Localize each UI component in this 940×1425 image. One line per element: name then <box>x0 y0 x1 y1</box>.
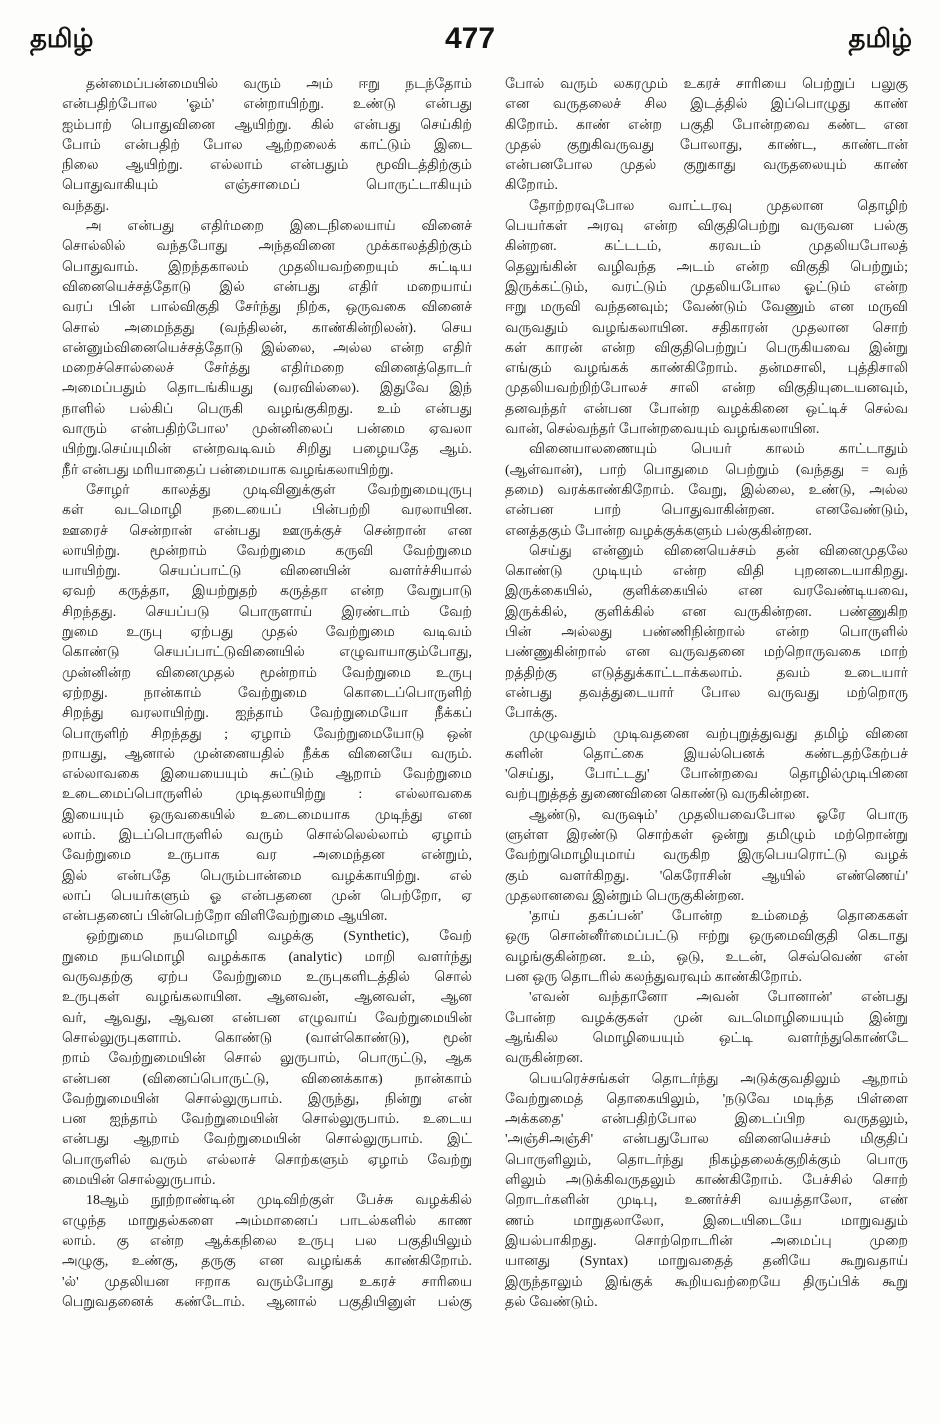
text-line: பெயரெச்சங்கள் தொடர்ந்து அடுக்குவதிலும் ஆறாம் <box>529 1071 908 1087</box>
text-line: கிறோம். காண் என்ற பகுதி போன்றவை கண்ட என <box>505 117 908 133</box>
text-line: மறைச்சொல்லைச் சேர்த்து எதிர்மறை வினைத்தொடர் <box>62 361 472 377</box>
text-line: ணம் மாறுதலாலோ, இடையிடையே மாறுவதும் <box>505 1213 908 1229</box>
text-line: ளிலும் அடுக்கிவருதலும் காண்கிறோம். பேச்சில் சொற் <box>505 1173 908 1189</box>
text-line: போன்ற வழக்குகள் முன் வடமொழியையும் இன்று <box>505 1010 908 1026</box>
text-line: கள் காரன் என்ற விகுதிபெற்றுப் பெருகியவை இன்று <box>505 340 908 356</box>
text-line: லாப் பெயர்களும் ஓ என்பதனை முன் பெற்றோ, ஏ <box>62 888 472 904</box>
text-line: இருக்கில், குளிக்கில் என வருகின்றன. பண்ணுகிற <box>505 604 908 620</box>
page-number: 477 <box>444 22 496 55</box>
text-line: போக்கு. <box>505 706 558 722</box>
paragraph <box>505 988 908 1069</box>
text-line: என்பது தவத்துடையார் போல வருவது மற்றொரு <box>505 685 908 701</box>
text-line: தெலுங்கின் வழிவந்த அடம் என்ற விகுதி பெற்றும்; <box>505 259 908 275</box>
paragraph <box>505 440 908 541</box>
text-line: ஐம்பாற் பொதுவினை ஆயிற்று. கில் என்பது செய்கிற் <box>62 117 472 133</box>
text-line: நாளில் பல்கிப் பெருகி வழங்குகிறது. உம் என்பது <box>62 401 472 417</box>
text-line: என்பதனைப் பின்பெற்றோ விளிவேற்றுமை ஆயின. <box>62 909 388 925</box>
text-line: எழுந்த மாறுதல்களை அம்மானைப் பாடல்களில் காண <box>62 1213 472 1229</box>
paragraph <box>505 725 908 806</box>
paragraph <box>505 75 908 197</box>
text-line: என்பன (வினைப்பொருட்டு, வினைக்காக) நான்காம் <box>62 1071 472 1087</box>
text-line: என்பன பாற் பொதுவாகின்றன. எனவேண்டும், <box>505 503 908 519</box>
paragraph <box>62 927 472 1191</box>
left-column <box>62 75 472 1313</box>
text-line: என்பதிற்போல 'ஓம்' என்றாயிற்று. உண்டு என்பது <box>62 97 472 113</box>
text-line: வழங்குகின்றன. உம், ஒடு, உடன், செவ்வெண் என் <box>505 949 908 965</box>
text-line: றுமை நயமொழி வழக்காக (analytic) மாறி வளர்ந்து <box>62 949 472 965</box>
text-line: முதலியவற்றிற்போலச் சாலி என்ற விகுதியுடையனவும், <box>505 381 908 397</box>
text-line: வருவதும் வழங்கலாயின. சதிகாரன் முதலான சொற் <box>505 320 908 336</box>
text-line: உடைமைப்பொருளில் முடிதலாயிற்று : எல்லாவகை <box>62 787 472 803</box>
text-line: அ என்பது எதிர்மறை இடைநிலையாய் வினைச் <box>86 219 472 235</box>
text-line: பொருளில் வரும் எல்லாச் சொற்களும் ஏழாம் வேற்று <box>62 1152 472 1168</box>
paragraph <box>62 217 472 481</box>
text-line: அமைப்பதும் தொடங்கியது (வரவில்லை). இதுவே இந் <box>62 381 472 397</box>
text-line: யாயிற்று. செயப்பாட்டு வினையின் வளர்ச்சியால் <box>62 564 472 580</box>
text-line: போம் என்பதிற் போல ஆற்றலைக் காட்டும் இடை <box>62 137 472 153</box>
text-line: யானது (Syntax) மாறுவதைத் தனியே கூறுவதாய் <box>505 1254 908 1270</box>
text-line: இயையும் ஒருவகையில் உடைமையாக முடிந்து என <box>62 807 472 823</box>
text-line: தனவந்தர் என்பன போன்ற வழக்கினை ஒட்டிச் செல்வ <box>505 401 908 417</box>
text-line: வினையாலணையும் பெயர் காலம் காட்டாதும் <box>529 442 908 458</box>
text-line: யிற்று.செய்யுமின் என்றவடிவம் சிறிது பழையதே ஆம். <box>62 442 472 458</box>
text-line: சொல்லுருபுகளாம். கொண்டு (வாள்கொண்டு), மூன் <box>62 1030 472 1046</box>
text-line: என வருதலைச் சில இடத்தில் இப்பொழுது காண் <box>505 97 908 113</box>
text-line: வருகின்றன. <box>505 1051 584 1067</box>
paragraph <box>505 197 908 441</box>
text-line: என்பனபோல முதல் குறுகாது வருதலையும் காண் <box>505 158 908 174</box>
text-line: 'செய்து, போட்டது' போன்றவை தொழில்முடிபினை <box>505 767 908 783</box>
text-line: 18ஆம் நூற்றாண்டின் முடிவிற்குள் பேச்சு வழக்கில் <box>86 1193 472 1209</box>
text-line: வேற்றுமையின் சொல்லுருபாம். இருந்து, நின்று என் <box>62 1091 472 1107</box>
text-line: அக்கதை' என்பதிற்போல இடைப்பிற வருதலும், <box>505 1112 908 1128</box>
text-line: பெயர்கள் அரவு என்ற விகுதிபெற்று வருவன பல்கு <box>505 219 908 235</box>
text-line: எல்லாவகை இயையையும் சுட்டும் ஆறாம் வேற்றுமை <box>62 767 472 783</box>
text-line: பின் அல்லது பண்ணிநின்றால் என்ற பொருளில் <box>505 625 908 641</box>
text-line: வான், செல்வந்தர் போன்றவையும் வழங்கலாயின. <box>505 422 820 438</box>
text-line: நிலை ஆயிற்று. எல்லாம் என்பதும் மூவிடத்திற்கும் <box>62 158 472 174</box>
text-line: என்பது ஆறாம் வேற்றுமையின் சொல்லுருபாம். இட் <box>62 1132 472 1148</box>
paragraph <box>62 1191 472 1313</box>
text-line: வாரும் என்பதிற்போல' முன்னிலைப் பன்மை ஏவலா <box>62 422 472 438</box>
text-line: பன ஐந்தாம் வேற்றுமையின் சொல்லுருபாம். உடைய <box>62 1112 472 1128</box>
text-line: லாம். இடப்பொருளில் வரும் சொல்லெல்லாம் ஏழாம் <box>62 827 472 843</box>
text-line: சிறந்தது. செயப்படு பொருளாய் இரண்டாம் வேற் <box>62 604 472 620</box>
text-line: உருபுகள் வழங்கலாயின. ஆனவன், ஆனவள், ஆன <box>62 990 472 1006</box>
text-line: சிறந்து வரலாயிற்று. ஐந்தாம் வேற்றுமையோ நீக்கப் <box>62 706 472 722</box>
text-line: சோழர் காலத்து முடிவினுக்குள் வேற்றுமையுருபு <box>86 482 472 498</box>
paragraph <box>505 907 908 988</box>
text-line: போல் வரும் லகரமும் உகரச் சாரியை பெற்றுப் பலுகு <box>505 77 908 92</box>
text-line: பொதுவாகியும் எஞ்சாமைப் பொருட்டாகியும் <box>62 178 472 194</box>
text-line: சொல் அமைந்தது (வந்திலன், காண்கின்றிலன்). செய <box>62 320 472 336</box>
text-line: நீர் என்பது மரியாதைப் பன்மையாக வழங்கலாயிற்று. <box>62 462 394 478</box>
text-line: கிறோம். <box>505 178 559 194</box>
text-line: ஆண்டு, வருஷம்' முதலியவைபோல ஓரே பொரு <box>529 807 908 823</box>
text-line: தமை) வரக்காண்கிறோம். வேறு, இல்லை, உண்டு, அல்ல <box>505 482 908 498</box>
text-line: இல் என்பதே பெரும்பான்மை வழக்காயிற்று. எல் <box>62 868 472 884</box>
text-line: இருக்கையில், குளிக்கையில் என வரவேண்டியவை, <box>505 584 908 600</box>
text-line: (ஆள்வான்), பாற் பொதுமை பெற்றும் (வந்தது = வந் <box>505 462 908 478</box>
text-line: பண்ணுகின்றால் என வருவதனை மற்றொருவகை மாற் <box>505 645 908 661</box>
text-line: எனத்தகும் போன்ற வழக்குக்களும் பல்குகின்றன. <box>505 523 812 539</box>
text-line: பொருளிலும், தொடர்ந்து நிகழ்தலைக்குறிக்கும் பொரு <box>505 1152 908 1168</box>
text-line: வினையெச்சத்தோடு இல் என்பது எதிர் மறையாய் <box>62 279 472 295</box>
text-line: வேற்றுமை உருபாக வர அமைந்தன என்றும், <box>62 848 472 864</box>
text-line: களின் தொட்கை இயல்பெனக் கண்டதற்கேற்பச் <box>505 746 908 762</box>
text-line: தல் வேண்டும். <box>505 1294 598 1310</box>
text-line: வர், ஆவது, ஆவன என்பன எழுவாய் வேற்றுமையின் <box>62 1010 472 1026</box>
text-line: மையின் சொல்லுருபாம். <box>62 1173 216 1189</box>
text-line: பொதுவாம். இறந்தகாலம் முதலியவற்றையும் சுட்டிய <box>62 259 472 275</box>
text-line: சொல்லில் வந்தபோது அந்தவினை முக்காலத்திற்கும் <box>62 239 472 255</box>
text-line: கொண்டு முடியும் என்ற விதி புறனடையாகிறது. <box>505 564 908 580</box>
text-line: கொண்டு செயப்பாட்டுவினையில் எழுவாயாகும்போது, <box>62 645 472 661</box>
text-line: றாயது, ஆனால் முன்னையதில் நீக்க வினையே வரும். <box>62 746 472 762</box>
text-line: 'ல்' முதலியன ஈறாக வரும்போது உகரச் சாரியை <box>62 1274 472 1290</box>
text-line: பெறுவதனைக் கண்டோம். ஆனால் பகுதியினுள் பல்கு <box>62 1294 472 1310</box>
text-line: முழுவதும் முடிவதனை வற்புறுத்துவது தமிழ் வினை <box>529 726 908 742</box>
text-line: ஆங்கில மொழியையும் ஒட்டி வளர்ந்துகொண்டே <box>505 1030 908 1046</box>
text-line: வரப் பின் பால்விகுதி சேர்ந்து நிற்க, ஒருவகை வினைச் <box>62 300 472 316</box>
text-line: செய்து என்னும் வினையெச்சம் தன் வினைமுதலே <box>529 543 908 559</box>
text-line: லாம். கு என்ற ஆக்கநிலை உருபு பல பகுதியிலும் <box>62 1233 472 1249</box>
text-line: தோற்றரவுபோல வாட்டரவு முதலான தொழிற் <box>529 198 908 214</box>
running-head-right: தமிழ் <box>848 24 912 53</box>
right-column <box>505 75 908 1313</box>
text-line: 'எவன் வந்தானோ அவன் போனான்' என்பது <box>529 990 908 1006</box>
text-line: வருவதற்கு ஏற்ப வேற்றுமை உருபுகளிடத்தில் சொல் <box>62 970 472 986</box>
text-line: ளுள்ள இரண்டு சொற்கள் ஒன்று தமிழும் மற்றொன்று <box>505 827 908 843</box>
text-line: ஏவற் கருத்தா, இயற்றுதற் கருத்தா என்ற வேறுபாடு <box>62 584 472 600</box>
text-line: என்னும்வினையெச்சத்தோடு இல்லை, அல்ல என்ற எதிர் <box>62 340 472 356</box>
text-line: றாம் வேற்றுமையின் சொல் லுருபாம், பொருட்டு, ஆக <box>62 1051 472 1067</box>
text-line: ஊரைச் சென்றான் என்பது ஊருக்குச் சென்றான் என <box>62 523 472 539</box>
text-line: வற்புறுத்தத் துணைவினை கொண்டு வருகின்றன. <box>505 787 810 803</box>
text-line: இருந்தாலும் இங்குக் கூறியவற்றையே திருப்பிக் கூறு <box>505 1274 908 1290</box>
text-line: ஒற்றுமை நயமொழி வழக்கு (Synthetic), வேற் <box>86 929 472 945</box>
text-line: இயல்பாகிறது. சொற்றொடரின் அமைப்பு முறை <box>505 1233 908 1249</box>
text-line: முதலானவை இன்றும் பெருகுகின்றன. <box>505 888 745 904</box>
text-line: தன்மைப்பன்மையில் வரும் அம் ஈறு நடந்தோம் <box>86 77 472 92</box>
paragraph <box>505 806 908 907</box>
text-line: றுமை உருபு ஏற்பது முதல் வேற்றுமை வடிவம் <box>62 625 472 641</box>
text-line: ஏற்றது. நான்காம் வேற்றுமை கொடைப்பொருளிற் <box>62 685 472 701</box>
text-line: பன ஒரு தொடரில் கலந்துவரவும் காண்கிறோம். <box>505 970 802 986</box>
text-line: 'தாய் தகப்பன்' போன்ற உம்மைத் தொகைகள் <box>529 909 908 925</box>
text-line: 'அஞ்சிஅஞ்சி' என்பதுபோல வினையெச்சம் மிகுதிப் <box>505 1132 908 1148</box>
text-line: முன்னின்ற வினைமுதல் மூன்றாம் வேற்றுமை உருபு <box>62 665 472 681</box>
text-line: வேற்றுமைத் தொகையிலும், 'நடுவே மடிந்த பிள்ளை <box>505 1091 908 1107</box>
paragraph <box>505 542 908 725</box>
text-line: கும் வளர்கிறது. 'கெரோசின் ஆயில் எண்ணெய்' <box>505 868 908 884</box>
paragraph <box>62 481 472 928</box>
text-line: பொருளிற் சிறந்தது ; ஏழாம் வேற்றுமையோடு ஒன் <box>62 726 472 742</box>
text-line: இருக்கட்டும், வரட்டும் முதலியபோல ஓட்டும் என்ற <box>505 279 908 295</box>
paragraph <box>62 75 472 217</box>
text-line: ஒரு சொன்னீர்மைப்பட்டு ஈற்று ஒருமைவிகுதி கெடாது <box>505 929 908 945</box>
text-line: றொடர்களின் முடிபு, உணர்ச்சி வயத்தாலோ, எண் <box>505 1193 908 1209</box>
running-head-left: தமிழ் <box>30 24 94 53</box>
text-line: எங்கும் வழங்கக் காண்கிறோம். தன்மசாலி, புத்திசாலி <box>505 361 908 377</box>
text-line: கின்றன. கட்டடம், கரவடம் முதலியபோலத் <box>505 239 908 255</box>
paragraph <box>505 1070 908 1314</box>
text-line: கள் வடமொழி நடையைப் பின்பற்றி வரலாயின. <box>62 503 472 519</box>
text-line: வேற்றுமொழியுமாய் வருகிற இருபெயரொட்டு வழக் <box>505 848 908 864</box>
text-line: லாயிற்று. மூன்றாம் வேற்றுமை கருவி வேற்றுமை <box>62 543 472 559</box>
text-line: வந்தது. <box>62 198 110 214</box>
text-line: றத்திற்கு எடுத்துக்காட்டாக்கலாம். தவம் உடையார் <box>505 665 908 681</box>
text-line: ஈறு மருவி வந்தனவும்; வேண்டும் வேணும் என மருவி <box>505 300 908 316</box>
text-line: முதல் குறுகிவருவது போலாது, காண்ட, காண்டான் <box>505 137 908 153</box>
text-line: அழுகு, உண்கு, தருகு என வழங்கக் காண்கிறோம். <box>62 1254 472 1270</box>
